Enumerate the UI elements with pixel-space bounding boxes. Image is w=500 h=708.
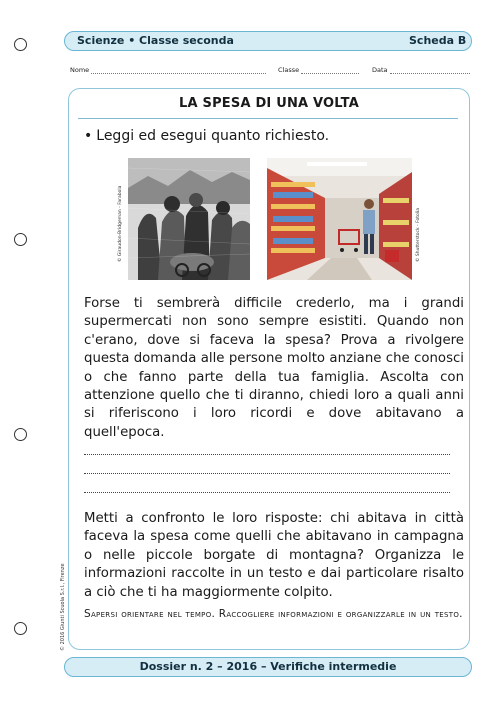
binder-hole-4 [14, 622, 27, 635]
binder-hole-3 [14, 428, 27, 441]
supermarket-photo [267, 158, 412, 280]
name-label: Nome [70, 66, 90, 74]
name-field[interactable] [70, 66, 266, 74]
binder-hole-2 [14, 233, 27, 246]
photo2-credit: © Shutterstock - Fotolia [416, 207, 421, 262]
date-label: Data [372, 66, 388, 74]
date-field[interactable] [372, 66, 470, 74]
header-bar [64, 31, 472, 51]
photo1-credit: © Giraudon-Bridgeman - Farabola [118, 185, 123, 262]
sheet-label: Scheda B [409, 34, 467, 47]
worksheet-title: LA SPESA DI UNA VOLTA [179, 96, 359, 111]
class-field[interactable] [278, 66, 359, 74]
title-divider [78, 118, 458, 119]
footer-bar: Dossier n. 2 – 2016 – Verifiche intermedie [64, 657, 472, 677]
bullet-icon: • [84, 128, 93, 144]
answer-line-3[interactable] [84, 492, 450, 493]
subject-label: Scienze • Classe seconda [77, 34, 234, 47]
answer-line-1[interactable] [84, 454, 450, 455]
instruction [84, 128, 329, 144]
answer-line-2[interactable] [84, 473, 450, 474]
skills-note: Sapersi orientare nel tempo. Raccogliere informazioni e organizzarle in un testo. [84, 608, 463, 620]
class-label: Classe [278, 66, 300, 74]
paragraph-2: Metti a confronto le loro risposte: chi abitava in città faceva la spesa come quelli che abitavano in campagna o nelle piccole borgate di montagna? Organizza le informazioni raccolte in un testo e dai particolare risalto a ciò che ti ha maggiormente colpito. [84, 511, 464, 600]
binder-hole-1 [14, 38, 27, 51]
historic-market-illustration [128, 158, 250, 280]
paragraph-1: Forse ti sembrerà difficile crederlo, ma i grandi supermercati non sono sempre esistiti. Quando non c'erano, dove si faceva la spesa? Prova a rivolgere questa domanda alle persone molto anziane che conosci o che fanno parte della tua famiglia. Ascolta con attenzione quello che ti diranno, chiedi loro a quali anni si riferiscono i loro ricordi e dove abitavano a quell'epoca. [84, 296, 464, 440]
copyright-note: © 2016 Giunti Scuola S.r.l., Firenze [60, 563, 66, 651]
instruction-text: Leggi ed esegui quanto richiesto. [96, 128, 330, 144]
